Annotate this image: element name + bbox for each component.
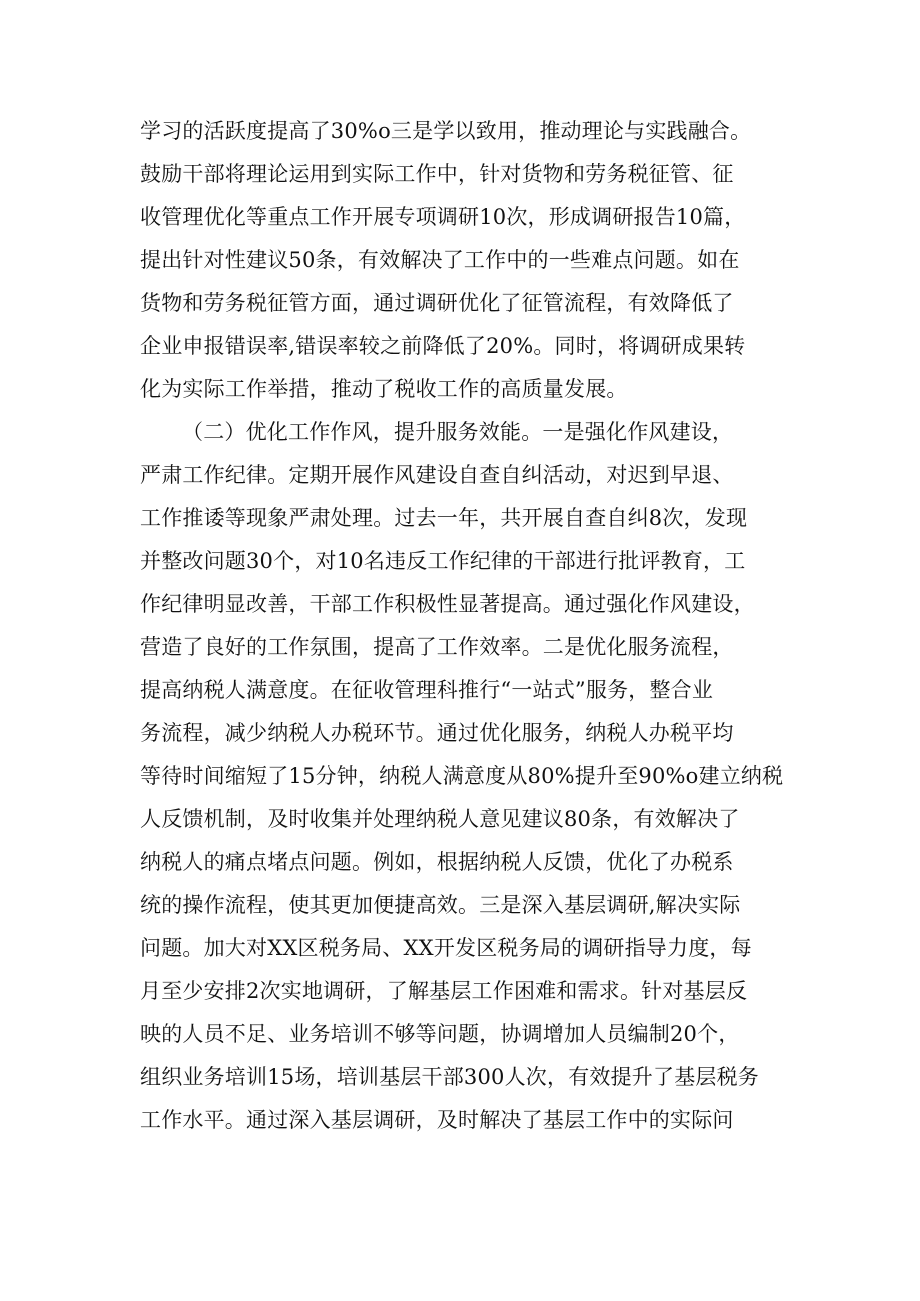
- text-line: 等待时间缩短了15分钟，纳税人满意度从80%提升至90%o建立纳税: [140, 764, 784, 788]
- section-heading-line: （二）优化工作作风，提升服务效能。一是强化作风建设，: [182, 420, 734, 444]
- text-line: 统的操作流程，使其更加便捷高效。三是深入基层调研,解决实际: [140, 893, 741, 917]
- text-line: 映的人员不足、业务培训不够等问题，协调增加人员编制20个，: [140, 1022, 740, 1046]
- text-line: 鼓励干部将理论运用到实际工作中，针对货物和劳务税征管、征: [140, 162, 734, 186]
- document-body: [140, 110, 790, 1142]
- text-line: 月至少安排2次实地调研，了解基层工作困难和需求。针对基层反: [140, 979, 748, 1003]
- text-line: 营造了良好的工作氛围，提高了工作效率。二是优化服务流程，: [140, 635, 734, 659]
- text-line: 务流程，减少纳税人办税环节。通过优化服务，纳税人办税平均: [140, 721, 734, 745]
- text-line: 问题。加大对XX区税务局、XX开发区税务局的调研指导力度，每: [140, 936, 752, 960]
- text-line: 企业申报错误率,错误率较之前降低了20%。同时，将调研成果转: [140, 334, 746, 358]
- text-line: 收管理优化等重点工作开展专项调研10次，形成调研报告10篇，: [140, 205, 746, 229]
- text-line: 组织业务培训15场，培训基层干部300人次，有效提升了基层税务: [140, 1065, 760, 1089]
- text-line: 纳税人的痛点堵点问题。例如，根据纳税人反馈，优化了办税系: [140, 850, 734, 874]
- text-line: 提高纳税人满意度。在征收管理科推行“一站式”服务，整合业: [140, 678, 714, 702]
- text-line: 人反馈机制，及时收集并处理纳税人意见建议80条，有效解决了: [140, 807, 740, 831]
- text-line: 严肃工作纪律。定期开展作风建设自查自纠活动，对迟到早退、: [140, 463, 734, 487]
- text-line: 工作水平。通过深入基层调研，及时解决了基层工作中的实际问: [140, 1108, 734, 1132]
- text-line: 学习的活跃度提高了30%o三是学以致用，推动理论与实践融合。: [140, 119, 752, 143]
- text-line: 并整改问题30个，对10名违反工作纪律的干部进行批评教育，工: [140, 549, 746, 573]
- text-line: 化为实际工作举措，推动了税收工作的高质量发展。: [140, 377, 628, 401]
- text-line: 提出针对性建议50条，有效解决了工作中的一些难点问题。如在: [140, 248, 740, 272]
- text-line: 货物和劳务税征管方面，通过调研优化了征管流程，有效降低了: [140, 291, 734, 315]
- text-line: 作纪律明显改善，干部工作积极性显著提高。通过强化作风建设，: [140, 592, 755, 616]
- text-line: 工作推诿等现象严肃处理。过去一年，共开展自查自纠8次，发现: [140, 506, 748, 530]
